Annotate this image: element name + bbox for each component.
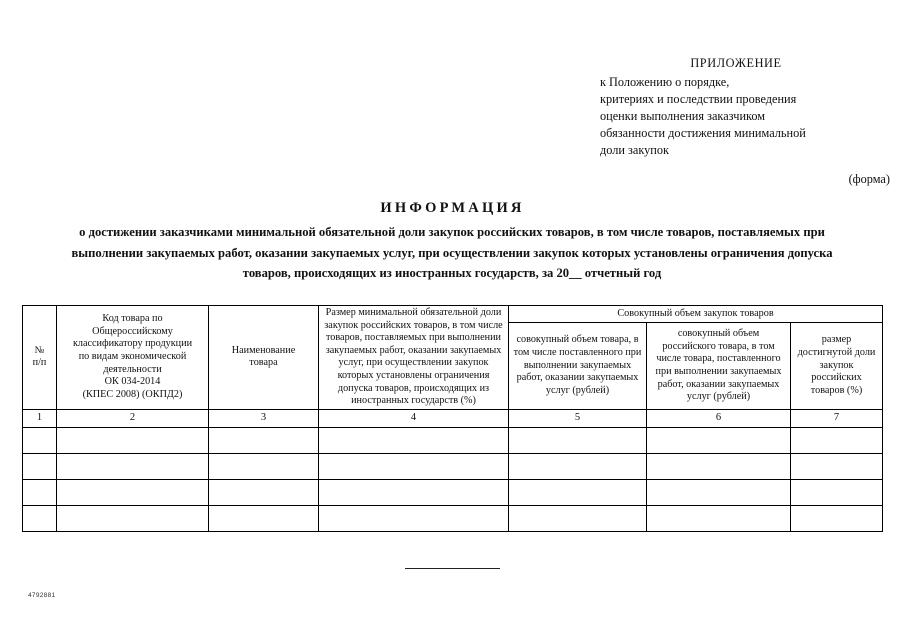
header-cell-code: [57, 306, 209, 410]
cell-achieved-share[interactable]: [791, 479, 883, 505]
numbering-cell-7: 7: [791, 409, 883, 427]
cell-minimum-share[interactable]: [319, 505, 509, 531]
cell-np[interactable]: [23, 453, 57, 479]
header-np-line2: п/п: [32, 357, 47, 369]
header-code-line7: (КПЕС 2008) (ОКПД2): [82, 388, 183, 400]
header-code-line5: деятельности: [103, 363, 162, 375]
information-table: [22, 305, 883, 532]
header-code-line2: Общероссийскому: [92, 325, 173, 337]
cell-code[interactable]: [57, 505, 209, 531]
header-name-line2: товара: [249, 357, 278, 369]
appendix-line-3: оценки выполнения заказчиком: [600, 109, 766, 123]
numbering-cell-5: 5: [509, 409, 647, 427]
table-row[interactable]: [23, 479, 883, 505]
appendix-line-1: к Положению о порядке,: [600, 75, 730, 89]
header-cell-total-volume-group: Совокупный объем закупок товаров: [509, 306, 883, 323]
numbering-cell-6: 6: [647, 409, 791, 427]
cell-minimum-share[interactable]: [319, 453, 509, 479]
header-cell-achieved-share: размер достигнутой доли закупок российских товаров (%): [791, 323, 883, 410]
cell-np[interactable]: [23, 427, 57, 453]
table-header-row-group: [23, 306, 883, 323]
cell-code[interactable]: [57, 479, 209, 505]
header-cell-np: [23, 306, 57, 410]
table-numbering-row: [23, 409, 883, 427]
cell-total-russian-goods[interactable]: [647, 479, 791, 505]
footer-divider: [405, 568, 500, 569]
numbering-cell-1: 1: [23, 409, 57, 427]
appendix-line-4: обязанности достижения минимальной: [600, 126, 806, 140]
appendix-title: ПРИЛОЖЕНИЕ: [690, 56, 782, 70]
cell-minimum-share[interactable]: [319, 479, 509, 505]
header-cell-minimum-share: Размер минимальной обязательной доли закупок российских товаров, в том числе товаров, поставляемых при выполнении закупаемых работ, оказании закупаемых услуг, при осуществлении закупок которых установлены ограничения допуска товаров, происходящих из иностранных государств (%): [319, 306, 509, 410]
numbering-cell-2: 2: [57, 409, 209, 427]
cell-achieved-share[interactable]: [791, 453, 883, 479]
header-code-line1: Код товара по: [102, 313, 163, 325]
cell-total-goods[interactable]: [509, 505, 647, 531]
numbering-cell-3: 3: [209, 409, 319, 427]
header-np-line1: №: [34, 344, 45, 356]
cell-total-goods[interactable]: [509, 427, 647, 453]
header-cell-total-goods: совокупный объем товара, в том числе поставленного при выполнении закупаемых работ, оказании закупаемых услуг (рублей): [509, 323, 647, 410]
page-subtitle: о достижении заказчиками минимальной обязательной доли закупок российских товаров, в том числе товаров, поставляемых при выполнении закупаемых работ, оказании закупаемых услуг, при осуществлении закупок которых установлены ограничения допуска товаров, происходящих из иностранных государств, за 20__ отчетный год: [71, 225, 833, 280]
cell-total-goods[interactable]: [509, 479, 647, 505]
header-cell-total-russian-goods: совокупный объем российского товара, в том числе товара, поставленного при выполнении закупаемых работ, оказании закупаемых услуг (рублей): [647, 323, 791, 410]
appendix-line-5: доли закупок: [600, 143, 670, 157]
cell-name[interactable]: [209, 479, 319, 505]
cell-np[interactable]: [23, 505, 57, 531]
table-row[interactable]: [23, 453, 883, 479]
header-code-line3: классификатору продукции: [72, 338, 193, 350]
header-code-line4: по видам экономической: [78, 351, 187, 363]
cell-name[interactable]: [209, 453, 319, 479]
cell-code[interactable]: [57, 427, 209, 453]
cell-name[interactable]: [209, 427, 319, 453]
cell-total-russian-goods[interactable]: [647, 453, 791, 479]
header-code-line6: ОК 034-2014: [104, 376, 161, 388]
cell-total-russian-goods[interactable]: [647, 427, 791, 453]
table-row[interactable]: [23, 427, 883, 453]
appendix-line-2: критериях и последствии проведения: [600, 92, 797, 106]
cell-np[interactable]: [23, 479, 57, 505]
cell-achieved-share[interactable]: [791, 505, 883, 531]
header-cell-name: [209, 306, 319, 410]
document-code: 4792881: [28, 592, 56, 599]
cell-achieved-share[interactable]: [791, 427, 883, 453]
header-name-line1: Наименование: [231, 344, 296, 356]
form-label: (форма): [848, 172, 890, 186]
cell-code[interactable]: [57, 453, 209, 479]
table-row[interactable]: [23, 505, 883, 531]
cell-name[interactable]: [209, 505, 319, 531]
page-title: ИНФОРМАЦИЯ: [380, 200, 525, 216]
cell-total-goods[interactable]: [509, 453, 647, 479]
appendix-header: [600, 55, 890, 159]
cell-minimum-share[interactable]: [319, 427, 509, 453]
numbering-cell-4: 4: [319, 409, 509, 427]
cell-total-russian-goods[interactable]: [647, 505, 791, 531]
